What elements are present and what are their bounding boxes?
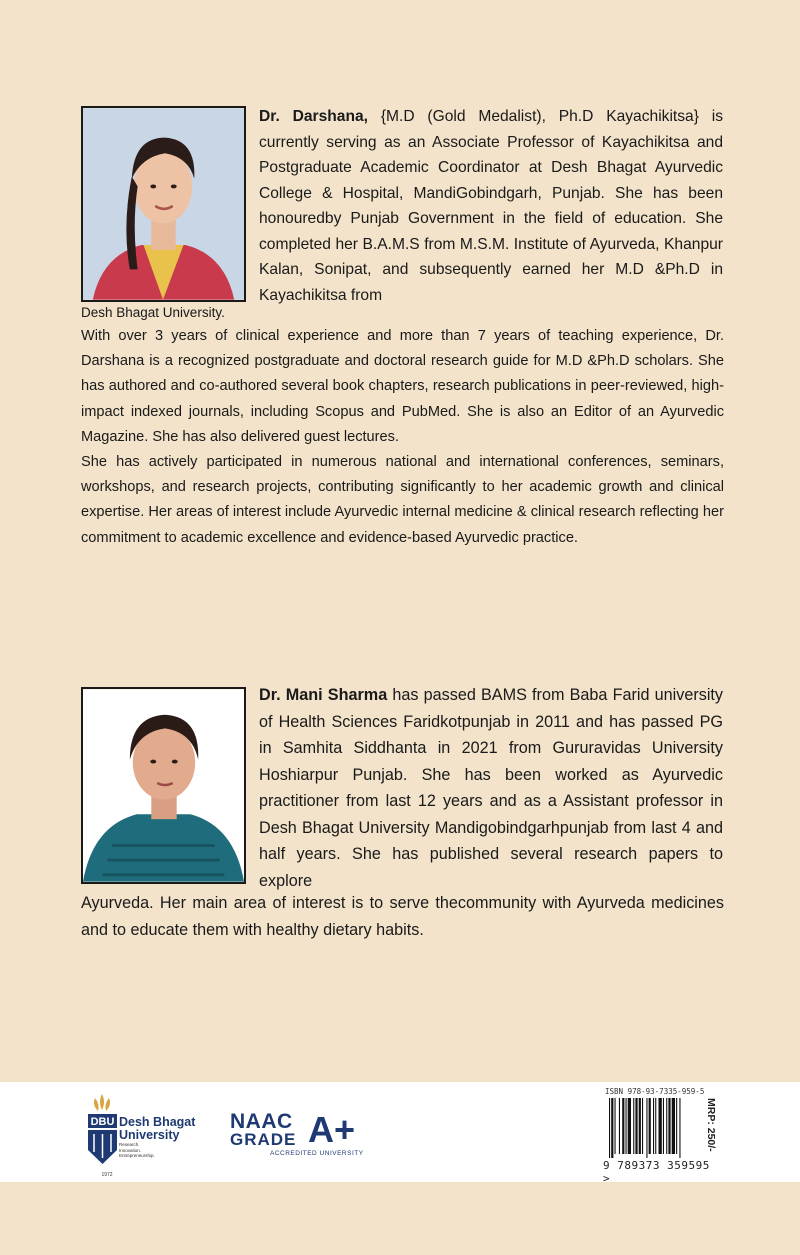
bio-darshana-caption-line: Desh Bhagat University. bbox=[81, 305, 225, 320]
dbu-tagline-3: Entrepreneurship. bbox=[119, 1153, 155, 1158]
barcode-bar bbox=[668, 1098, 670, 1154]
barcode-bar bbox=[646, 1098, 647, 1158]
dbu-founding-year: 1972 bbox=[101, 1172, 113, 1178]
bio-mani-sharma-intro-text: has passed BAMS from Baba Farid university of Health Sciences Faridkotpunjab in 2011 and has passed PG in Samhita Siddhanta in 2021 from Gururavidas University Hoshiarpur Punjab. She has been worked as Ayurvedic practitioner from last 12 years and as a Assistant professor in Desh Bhagat University Mandigobindgarhpunjab from last 4 and half years. She has published several research papers to explore bbox=[259, 686, 724, 890]
barcode-bar bbox=[615, 1098, 616, 1154]
barcode-bar bbox=[679, 1098, 680, 1158]
dbu-name-line-1: Desh Bhagat bbox=[119, 1115, 196, 1129]
barcode-bar bbox=[653, 1098, 654, 1154]
bio-mani-sharma-intro bbox=[259, 682, 723, 894]
naac-grade-value: A+ bbox=[308, 1109, 356, 1150]
barcode-bar bbox=[619, 1098, 620, 1154]
barcode-digits: 9 789373 359595 > bbox=[603, 1159, 710, 1185]
barcode-bar bbox=[666, 1098, 667, 1154]
author-photo-mani-sharma bbox=[81, 687, 246, 884]
barcode-bar bbox=[642, 1098, 643, 1154]
bio-darshana-intro-text: {M.D (Gold Medalist), Ph.D Kayachikitsa} is currently serving as an Associate Professor of Kayachikitsa and Postgraduate Academic Coordinator at Desh Bhagat Ayurvedic College & Hospital, MandiGobindgarh, Punjab. She has been honouredby Punjab Government in the field of education. She completed her B.A.M.S from M.S.M. Institute of Ayurveda, Khanpur Kalan, Sonipat, and subsequently earned her M.D &Ph.D in Kayachikitsa from bbox=[259, 108, 723, 304]
barcode-bar bbox=[609, 1098, 610, 1158]
barcode-bar bbox=[611, 1098, 613, 1158]
naac-label: NAAC bbox=[230, 1110, 293, 1133]
author-name-darshana: Dr. Darshana, bbox=[259, 108, 369, 125]
footer-band bbox=[0, 1082, 800, 1185]
barcode-icon bbox=[609, 1098, 709, 1158]
dbu-tagline-2: Innovation. bbox=[119, 1147, 142, 1153]
isbn-number: ISBN 978-93-7335-959-5 bbox=[605, 1087, 705, 1096]
dbu-tagline bbox=[119, 1142, 179, 1159]
barcode-bar bbox=[622, 1098, 624, 1154]
author-name-mani-sharma: Dr. Mani Sharma bbox=[259, 686, 388, 704]
barcode-bar bbox=[655, 1098, 656, 1154]
bio-darshana-body bbox=[81, 324, 724, 551]
dbu-name bbox=[119, 1116, 195, 1142]
bio-mani-sharma-continuation: Ayurveda. Her main area of interest is to serve thecommunity with Ayurveda medicines and to educate them with healthy dietary habits. bbox=[81, 894, 724, 939]
barcode-bar bbox=[639, 1098, 641, 1154]
naac-grade-label: GRADE bbox=[230, 1130, 297, 1149]
barcode-bar bbox=[659, 1098, 662, 1154]
barcode-bar bbox=[635, 1098, 637, 1154]
barcode-bar bbox=[663, 1098, 664, 1154]
barcode-bar bbox=[628, 1098, 631, 1154]
naac-accredited-label: ACCREDITED UNIVERSITY bbox=[270, 1150, 364, 1157]
mrp-price: MRP: 250/- bbox=[705, 1098, 717, 1152]
bio-darshana-paragraph-2: She has actively participated in numerous national and international conferences, seminars, workshops, and research projects, contributing significantly to her academic growth and clinical expertise. Her areas of interest include Ayurvedic internal medicine & clinical research reflecting her commitment to academic excellence and evidence-based Ayurvedic practice. bbox=[81, 454, 724, 546]
dbu-name-line-2: University bbox=[119, 1128, 180, 1142]
naac-badge-logo bbox=[230, 1109, 375, 1157]
barcode-bar bbox=[626, 1098, 627, 1154]
barcode-bar bbox=[649, 1098, 651, 1154]
portrait-photo-icon bbox=[83, 689, 244, 882]
portrait-photo-icon bbox=[83, 108, 244, 300]
bio-darshana-paragraph-1: With over 3 years of clinical experience and more than 7 years of teaching experience, Dr. Darshana is a recognized postgraduate and doctoral research guide for M.D &Ph.D scholars. She has authored and co-authored several book chapters, research publications in peer-reviewed, high-impact indexed journals, including Scopus and PubMed. She is also an Editor of an Ayurvedic Magazine. She has also delivered guest lectures. bbox=[81, 328, 724, 445]
barcode-bar bbox=[676, 1098, 677, 1154]
dbu-initials: DBU bbox=[90, 1116, 115, 1128]
isbn-barcode bbox=[603, 1087, 721, 1185]
author-photo-darshana bbox=[81, 106, 246, 302]
dbu-tagline-1: Research. bbox=[119, 1142, 140, 1147]
barcode-bar bbox=[672, 1098, 675, 1154]
barcode-bar bbox=[633, 1098, 634, 1154]
bio-darshana-intro bbox=[259, 104, 723, 308]
